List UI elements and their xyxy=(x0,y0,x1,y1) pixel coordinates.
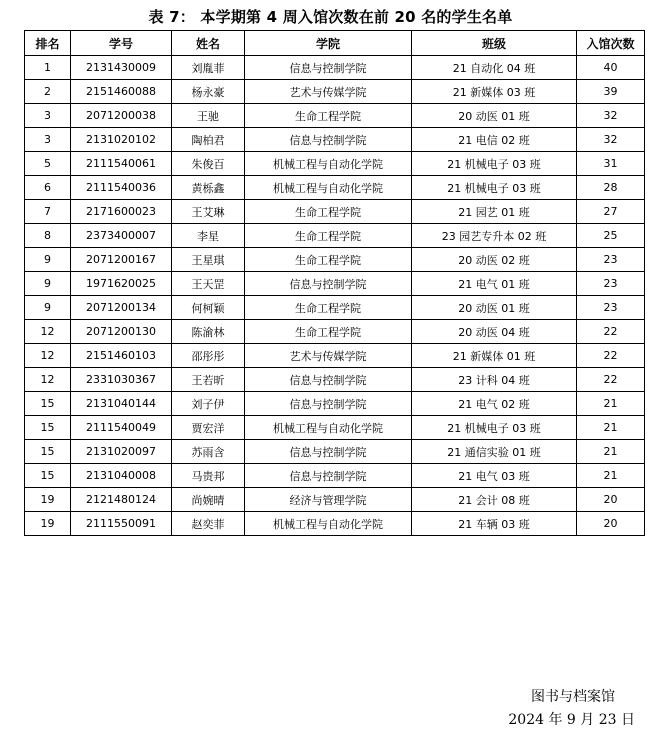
table-body xyxy=(25,56,645,536)
table-row xyxy=(25,488,645,512)
footer-date: 2024 年 9 月 23 日 xyxy=(508,712,635,728)
header-visit-count: 入馆次数 xyxy=(577,31,645,56)
class-cell: 21 新媒体 01 班 xyxy=(412,344,577,368)
class-cell: 21 电信 02 班 xyxy=(412,128,577,152)
student-id-cell: 2131040144 xyxy=(71,392,172,416)
college-cell: 信息与控制学院 xyxy=(245,128,412,152)
header-college: 学院 xyxy=(245,31,412,56)
table-row xyxy=(25,416,645,440)
visit-count-cell: 22 xyxy=(577,368,645,392)
table-row xyxy=(25,440,645,464)
table-row xyxy=(25,128,645,152)
table-row xyxy=(25,272,645,296)
class-cell: 21 电气 01 班 xyxy=(412,272,577,296)
class-cell: 21 通信实验 01 班 xyxy=(412,440,577,464)
rank-cell: 5 xyxy=(25,152,71,176)
rank-cell: 15 xyxy=(25,440,71,464)
student-id-cell: 2171600023 xyxy=(71,200,172,224)
class-cell: 21 电气 03 班 xyxy=(412,464,577,488)
name-cell: 李星 xyxy=(172,224,245,248)
student-id-cell: 2151460088 xyxy=(71,80,172,104)
visit-count-cell: 25 xyxy=(577,224,645,248)
college-cell: 经济与管理学院 xyxy=(245,488,412,512)
visit-count-cell: 23 xyxy=(577,248,645,272)
name-cell: 赵奕菲 xyxy=(172,512,245,536)
name-cell: 王星琪 xyxy=(172,248,245,272)
footer xyxy=(508,686,635,732)
student-id-cell: 2111540036 xyxy=(71,176,172,200)
document-title: 表 7： 本学期第 4 周入馆次数在前 20 名的学生名单 xyxy=(148,8,513,26)
table-row xyxy=(25,104,645,128)
name-cell: 尚婉晴 xyxy=(172,488,245,512)
rank-cell: 15 xyxy=(25,464,71,488)
table-row xyxy=(25,392,645,416)
table-header xyxy=(25,31,645,56)
student-id-cell: 2131020102 xyxy=(71,128,172,152)
rank-cell: 3 xyxy=(25,128,71,152)
table-row xyxy=(25,200,645,224)
college-cell: 艺术与传媒学院 xyxy=(245,344,412,368)
table-row xyxy=(25,176,645,200)
college-cell: 信息与控制学院 xyxy=(245,368,412,392)
student-roster-table xyxy=(24,30,645,536)
student-id-cell: 1971620025 xyxy=(71,272,172,296)
student-id-cell: 2111540061 xyxy=(71,152,172,176)
college-cell: 信息与控制学院 xyxy=(245,440,412,464)
student-id-cell: 2121480124 xyxy=(71,488,172,512)
college-cell: 机械工程与自动化学院 xyxy=(245,512,412,536)
table-row xyxy=(25,56,645,80)
rank-cell: 12 xyxy=(25,368,71,392)
header-student-id: 学号 xyxy=(71,31,172,56)
table-row xyxy=(25,344,645,368)
class-cell: 20 动医 01 班 xyxy=(412,104,577,128)
rank-cell: 6 xyxy=(25,176,71,200)
visit-count-cell: 22 xyxy=(577,320,645,344)
name-cell: 杨永豪 xyxy=(172,80,245,104)
name-cell: 贾宏洋 xyxy=(172,416,245,440)
college-cell: 生命工程学院 xyxy=(245,296,412,320)
student-id-cell: 2131430009 xyxy=(71,56,172,80)
college-cell: 机械工程与自动化学院 xyxy=(245,416,412,440)
visit-count-cell: 32 xyxy=(577,128,645,152)
college-cell: 生命工程学院 xyxy=(245,224,412,248)
rank-cell: 9 xyxy=(25,248,71,272)
rank-cell: 7 xyxy=(25,200,71,224)
class-cell: 21 自动化 04 班 xyxy=(412,56,577,80)
class-cell: 20 动医 01 班 xyxy=(412,296,577,320)
student-id-cell: 2071200134 xyxy=(71,296,172,320)
student-id-cell: 2111540049 xyxy=(71,416,172,440)
table-row xyxy=(25,80,645,104)
table-row xyxy=(25,296,645,320)
table-row xyxy=(25,152,645,176)
rank-cell: 2 xyxy=(25,80,71,104)
visit-count-cell: 40 xyxy=(577,56,645,80)
visit-count-cell: 20 xyxy=(577,488,645,512)
rank-cell: 12 xyxy=(25,320,71,344)
rank-cell: 12 xyxy=(25,344,71,368)
college-cell: 信息与控制学院 xyxy=(245,56,412,80)
header-row xyxy=(25,31,645,56)
table-row xyxy=(25,368,645,392)
name-cell: 朱俊百 xyxy=(172,152,245,176)
student-id-cell: 2111550091 xyxy=(71,512,172,536)
rank-cell: 15 xyxy=(25,392,71,416)
table-row xyxy=(25,248,645,272)
student-id-cell: 2373400007 xyxy=(71,224,172,248)
rank-cell: 8 xyxy=(25,224,71,248)
name-cell: 苏雨含 xyxy=(172,440,245,464)
college-cell: 信息与控制学院 xyxy=(245,464,412,488)
rank-cell: 19 xyxy=(25,488,71,512)
class-cell: 21 园艺 01 班 xyxy=(412,200,577,224)
table-row xyxy=(25,320,645,344)
rank-cell: 9 xyxy=(25,296,71,320)
name-cell: 王天罡 xyxy=(172,272,245,296)
header-class: 班级 xyxy=(412,31,577,56)
header-rank: 排名 xyxy=(25,31,71,56)
student-id-cell: 2071200167 xyxy=(71,248,172,272)
student-id-cell: 2151460103 xyxy=(71,344,172,368)
name-cell: 邵彤彤 xyxy=(172,344,245,368)
header-name: 姓名 xyxy=(172,31,245,56)
visit-count-cell: 39 xyxy=(577,80,645,104)
name-cell: 刘子伊 xyxy=(172,392,245,416)
visit-count-cell: 31 xyxy=(577,152,645,176)
class-cell: 23 园艺专升本 02 班 xyxy=(412,224,577,248)
student-id-cell: 2331030367 xyxy=(71,368,172,392)
college-cell: 生命工程学院 xyxy=(245,320,412,344)
college-cell: 生命工程学院 xyxy=(245,104,412,128)
name-cell: 王驰 xyxy=(172,104,245,128)
class-cell: 21 机械电子 03 班 xyxy=(412,416,577,440)
class-cell: 21 机械电子 03 班 xyxy=(412,176,577,200)
student-id-cell: 2131020097 xyxy=(71,440,172,464)
name-cell: 黄栎鑫 xyxy=(172,176,245,200)
class-cell: 23 计科 04 班 xyxy=(412,368,577,392)
class-cell: 20 动医 02 班 xyxy=(412,248,577,272)
table-row xyxy=(25,512,645,536)
table-row xyxy=(25,464,645,488)
visit-count-cell: 28 xyxy=(577,176,645,200)
visit-count-cell: 23 xyxy=(577,296,645,320)
table-row xyxy=(25,224,645,248)
college-cell: 机械工程与自动化学院 xyxy=(245,176,412,200)
class-cell: 20 动医 04 班 xyxy=(412,320,577,344)
class-cell: 21 新媒体 03 班 xyxy=(412,80,577,104)
visit-count-cell: 20 xyxy=(577,512,645,536)
visit-count-cell: 21 xyxy=(577,416,645,440)
name-cell: 何柯颖 xyxy=(172,296,245,320)
rank-cell: 9 xyxy=(25,272,71,296)
footer-organization: 图书与档案馆 xyxy=(531,689,615,705)
class-cell: 21 车辆 03 班 xyxy=(412,512,577,536)
class-cell: 21 会计 08 班 xyxy=(412,488,577,512)
name-cell: 王若昕 xyxy=(172,368,245,392)
class-cell: 21 电气 02 班 xyxy=(412,392,577,416)
student-id-cell: 2071200130 xyxy=(71,320,172,344)
visit-count-cell: 22 xyxy=(577,344,645,368)
college-cell: 信息与控制学院 xyxy=(245,272,412,296)
student-id-cell: 2071200038 xyxy=(71,104,172,128)
rank-cell: 3 xyxy=(25,104,71,128)
college-cell: 机械工程与自动化学院 xyxy=(245,152,412,176)
visit-count-cell: 23 xyxy=(577,272,645,296)
name-cell: 陶柏君 xyxy=(172,128,245,152)
rank-cell: 15 xyxy=(25,416,71,440)
college-cell: 信息与控制学院 xyxy=(245,392,412,416)
class-cell: 21 机械电子 03 班 xyxy=(412,152,577,176)
name-cell: 马贵邦 xyxy=(172,464,245,488)
rank-cell: 1 xyxy=(25,56,71,80)
visit-count-cell: 21 xyxy=(577,440,645,464)
visit-count-cell: 32 xyxy=(577,104,645,128)
college-cell: 生命工程学院 xyxy=(245,200,412,224)
college-cell: 艺术与传媒学院 xyxy=(245,80,412,104)
name-cell: 刘胤菲 xyxy=(172,56,245,80)
name-cell: 陈渝林 xyxy=(172,320,245,344)
visit-count-cell: 21 xyxy=(577,464,645,488)
rank-cell: 19 xyxy=(25,512,71,536)
name-cell: 王艾琳 xyxy=(172,200,245,224)
student-id-cell: 2131040008 xyxy=(71,464,172,488)
visit-count-cell: 27 xyxy=(577,200,645,224)
college-cell: 生命工程学院 xyxy=(245,248,412,272)
visit-count-cell: 21 xyxy=(577,392,645,416)
